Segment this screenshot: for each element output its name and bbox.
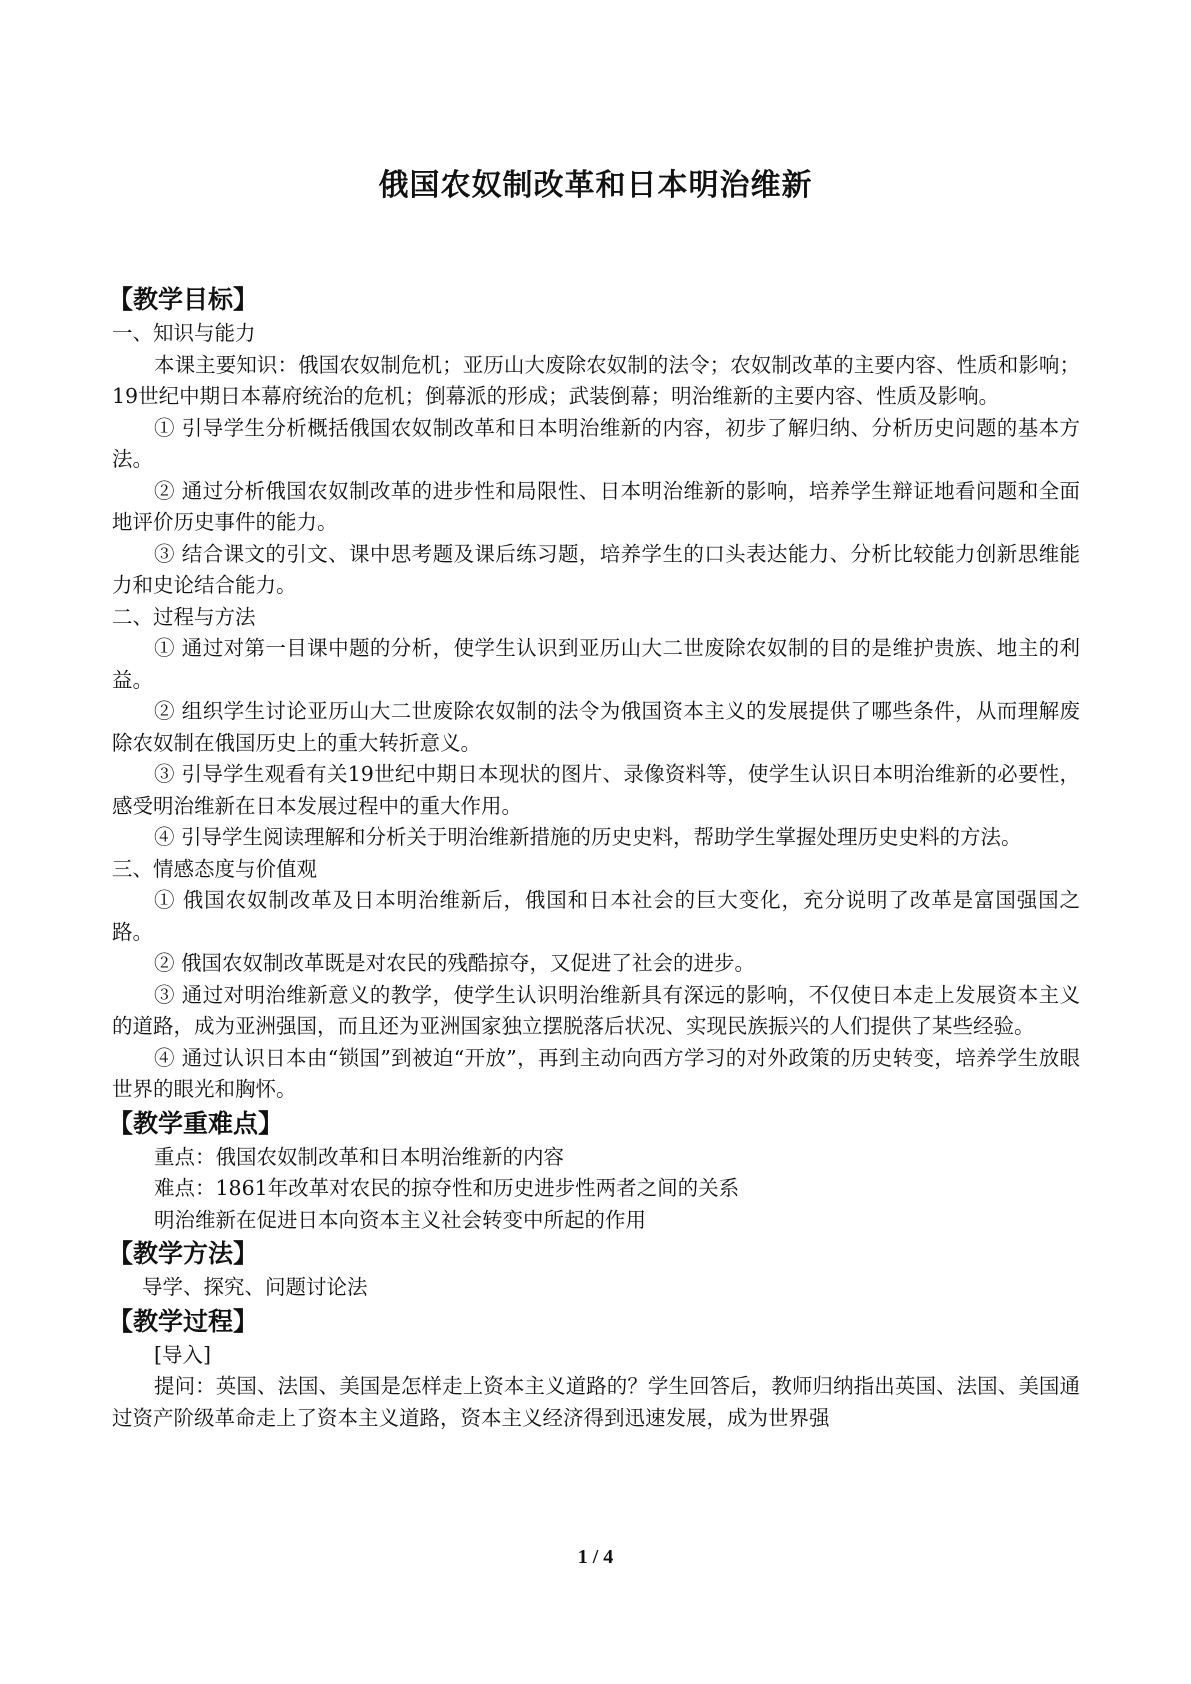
paragraph: 提问：英国、法国、美国是怎样走上资本主义道路的？学生回答后，教师归纳指出英国、法国、美国通过资产阶级革命走上了资本主义道路，资本主义经济得到迅速发展，成为世界强 xyxy=(112,1374,1080,1430)
intro-label: [导入] xyxy=(154,1342,211,1367)
paragraph: ③ 结合课文的引文、课中思考题及课后练习题，培养学生的口头表达能力、分析比较能力创新思维能力和史论结合能力。 xyxy=(112,541,1080,597)
paragraph: ② 通过分析俄国农奴制改革的进步性和局限性、日本明治维新的影响，培养学生辩证地看问题和全面地评价历史事件的能力。 xyxy=(112,478,1080,534)
paragraph: 本课主要知识：俄国农奴制危机；亚历山大废除农奴制的法令；农奴制改革的主要内容、性质和影响；19世纪中期日本幕府统治的危机；倒幕派的形成；武装倒幕；明治维新的主要内容、性质及影响。 xyxy=(112,352,1080,408)
document-body xyxy=(108,282,1080,1434)
heading-process: 【教学过程】 xyxy=(108,1306,259,1336)
page-number: 1 / 4 xyxy=(577,1546,614,1568)
paragraph: ③ 引导学生观看有关19世纪中期日本现状的图片、录像资料等，使学生认识日本明治维新的必要性，感受明治维新在日本发展过程中的重大作用。 xyxy=(112,762,1080,818)
subheading-knowledge: 一、知识与能力 xyxy=(112,321,256,345)
heading-keypoints: 【教学重难点】 xyxy=(108,1108,284,1138)
paragraph: ① 通过对第一目课中题的分析，使学生认识到亚历山大二世废除农奴制的目的是维护贵族、地主的利益。 xyxy=(112,636,1080,692)
keypoint-line: 重点：俄国农奴制改革和日本明治维新的内容 xyxy=(154,1144,564,1169)
difficulty-line: 难点：1861年改革对农民的掠夺性和历史进步性两者之间的关系 xyxy=(154,1176,740,1200)
difficulty-line-2: 明治维新在促进日本向资本主义社会转变中所起的作用 xyxy=(154,1207,646,1232)
paragraph: ② 组织学生讨论亚历山大二世废除农奴制的法令为俄国资本主义的发展提供了哪些条件，从而理解废除农奴制在俄国历史上的重大转折意义。 xyxy=(112,699,1080,755)
paragraph: ③ 通过对明治维新意义的教学，使学生认识明治维新具有深远的影响，不仅使日本走上发展资本主义的道路，成为亚洲强国，而且还为亚洲国家独立摆脱落后状况、实现民族振兴的人们提供了某些经验。 xyxy=(112,982,1080,1038)
paragraph: ① 引导学生分析概括俄国农奴制改革和日本明治维新的内容，初步了解归纳、分析历史问题的基本方法。 xyxy=(112,415,1080,471)
paragraph: ① 俄国农奴制改革及日本明治维新后，俄国和日本社会的巨大变化，充分说明了改革是富国强国之路。 xyxy=(112,888,1080,944)
heading-objectives: 【教学目标】 xyxy=(108,285,259,314)
subheading-values: 三、情感态度与价值观 xyxy=(112,856,317,881)
document-title: 俄国农奴制改革和日本明治维新 xyxy=(378,168,813,203)
subheading-process-method: 二、过程与方法 xyxy=(112,604,256,629)
methods-line: 导学、探究、问题讨论法 xyxy=(142,1275,368,1299)
paragraph: ④ 通过认识日本由“锁国”到被迫“开放”，再到主动向西方学习的对外政策的历史转变，培养学生放眼世界的眼光和胸怀。 xyxy=(112,1045,1080,1101)
paragraph: ② 俄国农奴制改革既是对农民的残酷掠夺，又促进了社会的进步。 xyxy=(154,951,756,975)
heading-methods: 【教学方法】 xyxy=(108,1239,259,1268)
paragraph: ④ 引导学生阅读理解和分析关于明治维新措施的历史史料，帮助学生掌握处理历史史料的方法。 xyxy=(154,825,1022,849)
